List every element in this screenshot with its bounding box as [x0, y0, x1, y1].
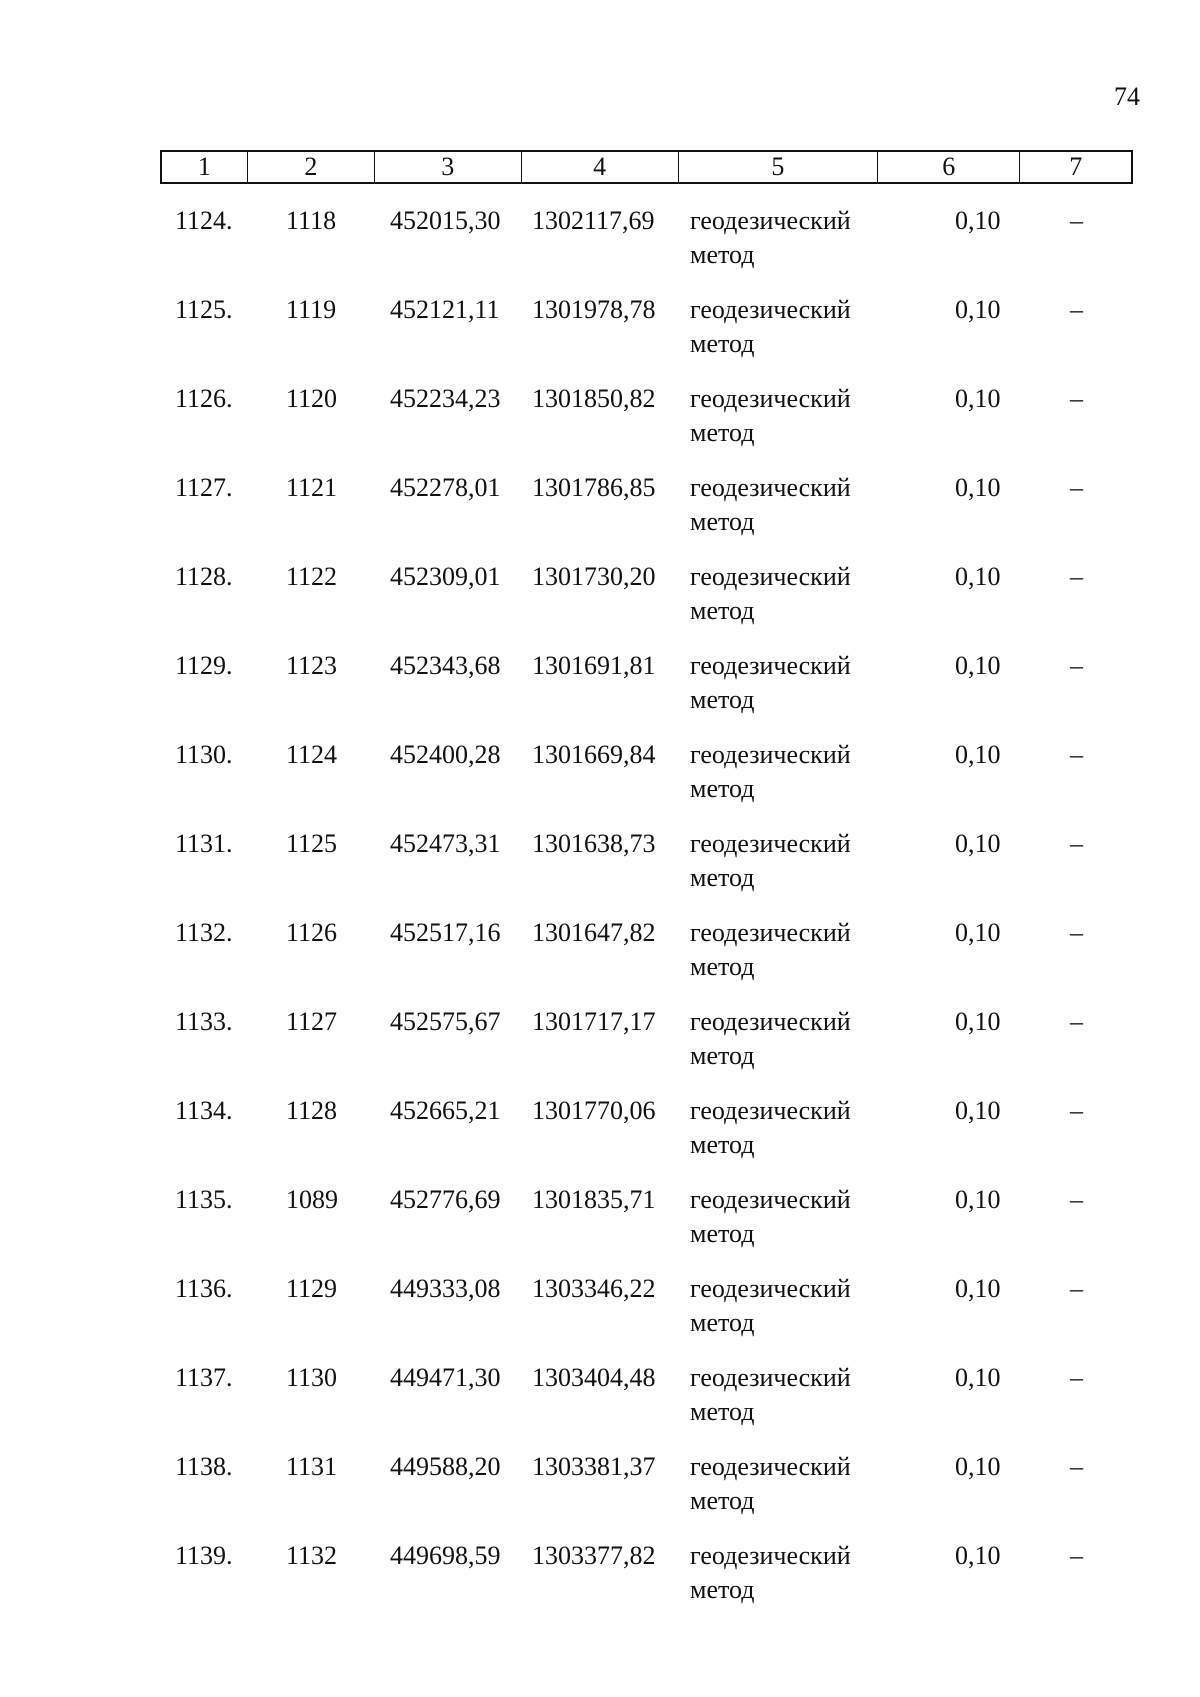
coordinate-y: 1301669,84: [532, 740, 656, 769]
row-index: 1125.: [175, 295, 233, 324]
coordinate-x: 449698,59: [390, 1541, 501, 1570]
table-row: [160, 471, 1140, 560]
table-row: [160, 204, 1140, 293]
method-cell: [690, 1094, 851, 1162]
accuracy-value: 0,10: [955, 918, 1001, 947]
method-line-2: метод: [690, 1575, 755, 1604]
row-index: 1132.: [175, 918, 233, 947]
row-index: 1130.: [175, 740, 233, 769]
row-index: 1128.: [175, 562, 233, 591]
method-line-1: геодезический: [690, 1274, 851, 1303]
note-value: –: [1070, 651, 1083, 680]
method-line-1: геодезический: [690, 918, 851, 947]
method-line-1: геодезический: [690, 651, 851, 680]
row-index: 1134.: [175, 1096, 233, 1125]
point-number: 1131: [286, 1452, 338, 1481]
table-row: [160, 1183, 1140, 1272]
accuracy-value: 0,10: [955, 295, 1001, 324]
method-line-2: метод: [690, 863, 755, 892]
point-number: 1132: [286, 1541, 338, 1570]
point-number: 1118: [286, 206, 337, 235]
coordinate-x: 452309,01: [390, 562, 501, 591]
coordinate-x: 452776,69: [390, 1185, 501, 1214]
header-col-4: 4: [522, 152, 679, 182]
method-line-2: метод: [690, 329, 755, 358]
method-line-2: метод: [690, 240, 755, 269]
note-value: –: [1070, 829, 1083, 858]
accuracy-value: 0,10: [955, 1452, 1001, 1481]
row-index: 1131.: [175, 829, 233, 858]
header-col-6: 6: [878, 152, 1020, 182]
table-row: [160, 1539, 1140, 1628]
coordinate-y: 1301717,17: [532, 1007, 656, 1036]
method-line-1: геодезический: [690, 829, 851, 858]
method-cell: [690, 738, 851, 806]
method-line-1: геодезический: [690, 1541, 851, 1570]
method-line-2: метод: [690, 507, 755, 536]
method-line-2: метод: [690, 418, 755, 447]
table-row: [160, 916, 1140, 1005]
note-value: –: [1070, 1274, 1083, 1303]
row-index: 1139.: [175, 1541, 233, 1570]
method-cell: [690, 1272, 851, 1340]
coordinate-x: 452121,11: [390, 295, 500, 324]
point-number: 1129: [286, 1274, 338, 1303]
method-line-1: геодезический: [690, 473, 851, 502]
method-cell: [690, 916, 851, 984]
method-line-1: геодезический: [690, 206, 851, 235]
row-index: 1137.: [175, 1363, 233, 1392]
accuracy-value: 0,10: [955, 562, 1001, 591]
table-row: [160, 1094, 1140, 1183]
method-line-2: метод: [690, 1219, 755, 1248]
method-cell: [690, 1005, 851, 1073]
coordinate-y: 1301638,73: [532, 829, 656, 858]
table-body: [160, 204, 1140, 1628]
method-line-2: метод: [690, 1308, 755, 1337]
coordinate-x: 452517,16: [390, 918, 501, 947]
coordinate-y: 1301978,78: [532, 295, 656, 324]
method-line-1: геодезический: [690, 295, 851, 324]
method-line-1: геодезический: [690, 1185, 851, 1214]
note-value: –: [1070, 1096, 1083, 1125]
coordinate-x: 452575,67: [390, 1007, 501, 1036]
row-index: 1135.: [175, 1185, 233, 1214]
note-value: –: [1070, 1007, 1083, 1036]
point-number: 1122: [286, 562, 338, 591]
method-line-1: геодезический: [690, 562, 851, 591]
coordinate-x: 452234,23: [390, 384, 501, 413]
coordinate-x: 449471,30: [390, 1363, 501, 1392]
method-cell: [690, 827, 851, 895]
coordinate-y: 1301850,82: [532, 384, 656, 413]
row-index: 1126.: [175, 384, 233, 413]
row-index: 1129.: [175, 651, 233, 680]
coordinate-x: 452400,28: [390, 740, 501, 769]
accuracy-value: 0,10: [955, 1096, 1001, 1125]
method-cell: [690, 382, 851, 450]
coordinate-y: 1301786,85: [532, 473, 656, 502]
method-line-2: метод: [690, 1397, 755, 1426]
header-col-3: 3: [375, 152, 521, 182]
method-line-2: метод: [690, 1130, 755, 1159]
table-row: [160, 1272, 1140, 1361]
coordinate-x: 452278,01: [390, 473, 501, 502]
point-number: 1130: [286, 1363, 338, 1392]
method-cell: [690, 1183, 851, 1251]
point-number: 1089: [286, 1185, 338, 1214]
coordinate-y: 1301835,71: [532, 1185, 656, 1214]
coordinate-y: 1303381,37: [532, 1452, 656, 1481]
point-number: 1125: [286, 829, 338, 858]
coordinate-x: 452015,30: [390, 206, 501, 235]
method-line-1: геодезический: [690, 1452, 851, 1481]
coordinate-y: 1301647,82: [532, 918, 656, 947]
row-index: 1138.: [175, 1452, 233, 1481]
coordinate-x: 449333,08: [390, 1274, 501, 1303]
note-value: –: [1070, 1452, 1083, 1481]
header-col-7: 7: [1069, 152, 1083, 181]
table-header: [160, 150, 1133, 184]
note-value: –: [1070, 384, 1083, 413]
point-number: 1121: [286, 473, 338, 502]
coordinate-y: 1303346,22: [532, 1274, 656, 1303]
note-value: –: [1070, 918, 1083, 947]
coordinate-y: 1301691,81: [532, 651, 656, 680]
accuracy-value: 0,10: [955, 473, 1001, 502]
coordinate-y: 1301730,20: [532, 562, 656, 591]
header-col-2: 2: [248, 152, 375, 182]
accuracy-value: 0,10: [955, 384, 1001, 413]
table-row: [160, 649, 1140, 738]
page-number: 74: [1114, 82, 1140, 111]
coordinate-y: 1302117,69: [532, 206, 655, 235]
table-row: [160, 560, 1140, 649]
accuracy-value: 0,10: [955, 740, 1001, 769]
note-value: –: [1070, 1363, 1083, 1392]
table-row: [160, 382, 1140, 471]
coordinate-x: 452665,21: [390, 1096, 501, 1125]
note-value: –: [1070, 1541, 1083, 1570]
point-number: 1127: [286, 1007, 338, 1036]
point-number: 1124: [286, 740, 338, 769]
method-line-2: метод: [690, 596, 755, 625]
header-col-1: 1: [162, 152, 248, 182]
accuracy-value: 0,10: [955, 1185, 1001, 1214]
method-cell: [690, 1450, 851, 1518]
row-index: 1124.: [175, 206, 233, 235]
coordinate-x: 452473,31: [390, 829, 501, 858]
method-line-2: метод: [690, 1041, 755, 1070]
table-row: [160, 1450, 1140, 1539]
method-line-1: геодезический: [690, 384, 851, 413]
table-row: [160, 1361, 1140, 1450]
row-index: 1133.: [175, 1007, 233, 1036]
accuracy-value: 0,10: [955, 1541, 1001, 1570]
accuracy-value: 0,10: [955, 651, 1001, 680]
method-cell: [690, 560, 851, 628]
note-value: –: [1070, 206, 1083, 235]
note-value: –: [1070, 473, 1083, 502]
method-line-1: геодезический: [690, 740, 851, 769]
row-index: 1136.: [175, 1274, 233, 1303]
point-number: 1128: [286, 1096, 338, 1125]
coordinate-x: 449588,20: [390, 1452, 501, 1481]
header-col-5: 5: [679, 152, 878, 182]
note-value: –: [1070, 562, 1083, 591]
note-value: –: [1070, 1185, 1083, 1214]
point-number: 1123: [286, 651, 338, 680]
coordinate-y: 1303377,82: [532, 1541, 656, 1570]
note-value: –: [1070, 740, 1083, 769]
coordinate-x: 452343,68: [390, 651, 501, 680]
method-line-1: геодезический: [690, 1096, 851, 1125]
coordinate-y: 1301770,06: [532, 1096, 656, 1125]
point-number: 1126: [286, 918, 338, 947]
method-cell: [690, 471, 851, 539]
method-line-2: метод: [690, 685, 755, 714]
row-index: 1127.: [175, 473, 233, 502]
accuracy-value: 0,10: [955, 206, 1001, 235]
method-cell: [690, 204, 851, 272]
accuracy-value: 0,10: [955, 1007, 1001, 1036]
point-number: 1119: [286, 295, 337, 324]
method-line-2: метод: [690, 774, 755, 803]
method-cell: [690, 293, 851, 361]
method-line-1: геодезический: [690, 1007, 851, 1036]
note-value: –: [1070, 295, 1083, 324]
accuracy-value: 0,10: [955, 1274, 1001, 1303]
method-line-2: метод: [690, 952, 755, 981]
coordinate-y: 1303404,48: [532, 1363, 656, 1392]
method-cell: [690, 649, 851, 717]
accuracy-value: 0,10: [955, 829, 1001, 858]
table-row: [160, 738, 1140, 827]
table-row: [160, 1005, 1140, 1094]
table-row: [160, 827, 1140, 916]
point-number: 1120: [286, 384, 338, 413]
method-cell: [690, 1361, 851, 1429]
table-row: [160, 293, 1140, 382]
method-line-2: метод: [690, 1486, 755, 1515]
method-line-1: геодезический: [690, 1363, 851, 1392]
method-cell: [690, 1539, 851, 1607]
accuracy-value: 0,10: [955, 1363, 1001, 1392]
